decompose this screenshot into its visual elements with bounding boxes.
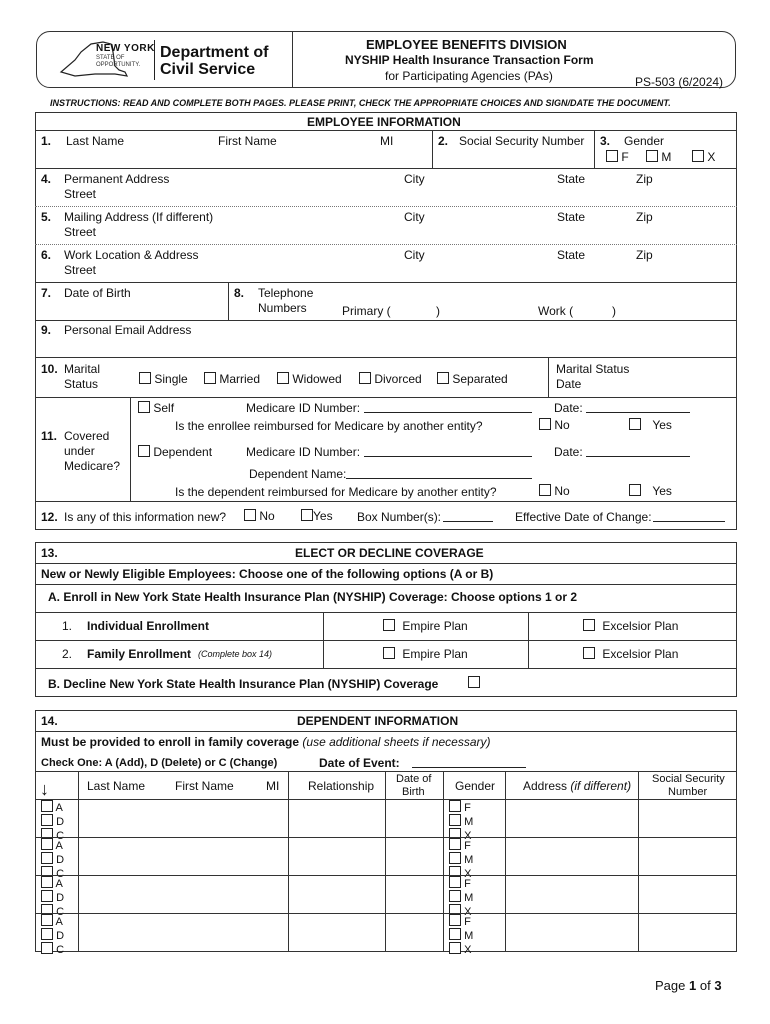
dependent-checkbox[interactable] [138, 445, 150, 457]
mailing-state-label: State [557, 210, 586, 224]
gender-label: Gender [624, 134, 665, 148]
row4-gender-f-checkbox[interactable] [449, 914, 461, 926]
individual-excelsior-checkbox[interactable] [583, 619, 595, 631]
mailing-city-label: City [404, 210, 425, 224]
individual-empire-label: Empire Plan [402, 619, 468, 633]
first-name-label: First Name [218, 134, 277, 148]
logo-state-name: NEW YORK [96, 43, 155, 54]
gender-x-label: X [707, 150, 716, 164]
employee-information-title: EMPLOYEE INFORMATION [307, 115, 461, 129]
box-numbers-label: Box Number(s): [357, 510, 442, 524]
gender-x-checkbox[interactable] [692, 150, 704, 162]
row1-gender-m-checkbox[interactable] [449, 814, 461, 826]
new-info-no-checkbox[interactable] [244, 509, 256, 521]
row1-gender-x-label: X [464, 830, 472, 842]
row1-gender-f-label: F [464, 802, 471, 814]
single-checkbox[interactable] [139, 372, 151, 384]
work-phone-paren: ) [612, 304, 616, 318]
mailing-zip-label: Zip [636, 210, 653, 224]
self-medicare-id-field[interactable] [364, 401, 532, 413]
col-dob-line2: Birth [402, 786, 425, 798]
coverage-title: ELECT OR DECLINE COVERAGE [295, 546, 484, 560]
col-gender: Gender [455, 779, 496, 793]
marital-status-date-label: Marital Status [556, 362, 630, 376]
row1-add-label: A [55, 802, 63, 814]
row1-gender-f-checkbox[interactable] [449, 800, 461, 812]
row2-gender-m-checkbox[interactable] [449, 852, 461, 864]
department-name-line1: Department of [160, 44, 269, 61]
marital-date-label: Date [556, 377, 582, 391]
single-label: Single [154, 372, 188, 386]
check-one-instructions: Check One: A (Add), D (Delete) or C (Change) [41, 757, 278, 769]
family-enrollment-label: Family Enrollment [87, 647, 192, 661]
option-1-number: 1. [62, 619, 73, 633]
enrollee-yes-label: Yes [652, 418, 672, 432]
field-3-number: 3. [600, 134, 611, 148]
page-of: of [699, 978, 711, 993]
form-title: NYSHIP Health Insurance Transaction Form [345, 53, 594, 67]
row4-gender-m-label: M [464, 930, 474, 942]
mi-label: MI [380, 134, 394, 148]
new-eligible-instructions: New or Newly Eligible Employees: Choose one of the following options (A or B) [41, 567, 494, 581]
check-arrow: ↓ [40, 779, 49, 799]
option-a-label: A. Enroll in New York State Health Insurance Plan (NYSHIP) Coverage: Choose options 1 or 2 [48, 590, 578, 604]
email-label: Personal Email Address [64, 323, 192, 337]
page-prefix: Page [655, 978, 686, 993]
col-relationship: Relationship [308, 779, 375, 793]
header-divider [292, 31, 293, 88]
field-12-number: 12. [41, 510, 58, 524]
row4-gender-x-checkbox[interactable] [449, 942, 461, 954]
row2-change-label: C [56, 868, 65, 880]
logo-tagline: STATE OF OPPORTUNITY. [96, 55, 141, 68]
row4-delete-label: D [56, 930, 65, 942]
primary-phone-paren: ) [436, 304, 440, 318]
dependent-name-label: Dependent Name: [249, 467, 347, 481]
new-info-yes-label: Yes [313, 509, 333, 523]
family-excelsior-checkbox[interactable] [583, 647, 595, 659]
primary-phone-label: Primary ( [342, 304, 391, 318]
dependent-medicare-id-field[interactable] [364, 445, 532, 457]
separated-label: Separated [452, 372, 508, 386]
row4-change-checkbox[interactable] [41, 942, 53, 954]
row3-gender-f-checkbox[interactable] [449, 876, 461, 888]
col-ssn-line2: Number [668, 786, 708, 798]
option-2-number: 2. [62, 647, 73, 661]
mailing-street-label: Street [64, 225, 97, 239]
under-label: under [64, 444, 95, 458]
date-of-event-label: Date of Event: [319, 756, 400, 770]
page-number [655, 978, 722, 993]
self-date-field[interactable] [586, 401, 690, 413]
field-11-number: 11. [41, 429, 58, 443]
row3-gender-m-checkbox[interactable] [449, 890, 461, 902]
family-coverage-requirement: Must be provided to enroll in family coverage [41, 735, 300, 749]
row2-gender-m-label: M [464, 854, 474, 866]
work-state-label: State [557, 248, 586, 262]
row2-gender-f-checkbox[interactable] [449, 838, 461, 850]
permanent-street-label: Street [64, 187, 97, 201]
gender-m-label: M [661, 150, 672, 164]
field-10-number: 10. [41, 362, 58, 376]
new-info-question: Is any of this information new? [64, 510, 227, 524]
field-1-number: 1. [41, 134, 52, 148]
permanent-city-label: City [404, 172, 425, 186]
field-6-number: 6. [41, 248, 52, 262]
individual-enrollment-label: Individual Enrollment [87, 619, 210, 633]
row2-gender-x-label: X [464, 868, 472, 880]
page-total: 3 [714, 978, 722, 993]
married-checkbox[interactable] [204, 372, 216, 384]
box-numbers-field[interactable] [443, 510, 493, 522]
gender-m-checkbox[interactable] [646, 150, 658, 162]
permanent-zip-label: Zip [636, 172, 653, 186]
row3-gender-m-label: M [464, 892, 474, 904]
division-title: EMPLOYEE BENEFITS DIVISION [366, 37, 567, 52]
additional-sheets-note: (use additional sheets if necessary) [302, 735, 491, 749]
col-dob-line1: Date of [396, 773, 432, 785]
widowed-label: Widowed [292, 372, 342, 386]
row3-change-label: C [56, 906, 65, 918]
row3-gender-f-label: F [464, 878, 471, 890]
family-enrollment-note: (Complete box 14) [198, 649, 273, 659]
enrollee-reimbursed-no-checkbox[interactable] [539, 418, 551, 430]
col-address-note: (if different) [570, 779, 632, 793]
row2-add-label: A [55, 840, 63, 852]
row2-add-checkbox[interactable] [41, 838, 53, 850]
self-date-label: Date: [554, 401, 583, 415]
row2-gender-f-label: F [464, 840, 471, 852]
col-address: Address [523, 779, 568, 793]
department-name-line2: Civil Service [160, 61, 256, 78]
ssn-label: Social Security Number [459, 134, 585, 148]
row1-gender-m-label: M [464, 816, 474, 828]
work-zip-label: Zip [636, 248, 653, 262]
field-4-number: 4. [41, 172, 52, 186]
dependent-information-title: DEPENDENT INFORMATION [297, 714, 459, 728]
dependent-reimbursed-question: Is the dependent reimbursed for Medicare by another entity? [175, 485, 497, 499]
status-label: Status [64, 377, 99, 391]
row4-gender-f-label: F [464, 916, 471, 928]
effective-date-field[interactable] [653, 510, 725, 522]
col-last-name: Last Name [87, 779, 146, 793]
gender-f-label: F [621, 150, 629, 164]
family-empire-label: Empire Plan [402, 647, 468, 661]
row3-gender-x-label: X [464, 906, 472, 918]
field-9-number: 9. [41, 323, 52, 337]
marital-label: Marital [64, 362, 101, 376]
section-13-number: 13. [41, 546, 58, 560]
new-info-yes-checkbox[interactable] [301, 509, 313, 521]
enrollee-reimbursed-yes-checkbox[interactable] [629, 418, 641, 430]
instructions: INSTRUCTIONS: READ AND COMPLETE BOTH PAGES. PLEASE PRINT, CHECK THE APPROPRIATE CHOICES AND SIGN/DATE THE DOCUMENT. [50, 98, 671, 108]
last-name-label: Last Name [66, 134, 125, 148]
divorced-checkbox[interactable] [359, 372, 371, 384]
work-phone-label: Work ( [538, 304, 574, 318]
widowed-checkbox[interactable] [277, 372, 289, 384]
row4-change-label: C [56, 944, 65, 956]
row4-gender-m-checkbox[interactable] [449, 928, 461, 940]
row1-delete-checkbox[interactable] [41, 814, 53, 826]
page-current: 1 [689, 978, 697, 993]
enrollee-reimbursed-question: Is the enrollee reimbursed for Medicare by another entity? [175, 419, 483, 433]
row1-change-label: C [56, 830, 65, 842]
row3-add-label: A [55, 878, 63, 890]
permanent-address-label: Permanent Address [64, 172, 170, 186]
row2-delete-label: D [56, 854, 65, 866]
enrollee-no-label: No [554, 418, 570, 432]
gender-f-checkbox[interactable] [606, 150, 618, 162]
decline-coverage-checkbox[interactable] [468, 676, 480, 688]
row1-add-checkbox[interactable] [41, 800, 53, 812]
individual-empire-checkbox[interactable] [383, 619, 395, 631]
row3-delete-checkbox[interactable] [41, 890, 53, 902]
effective-date-label: Effective Date of Change: [515, 510, 652, 524]
dependent-name-field[interactable] [346, 467, 532, 479]
family-excelsior-label: Excelsior Plan [602, 647, 679, 661]
field-8-number: 8. [234, 286, 245, 300]
logo-divider [154, 40, 155, 80]
col-first-name: First Name [175, 779, 234, 793]
dependent-no-label: No [554, 484, 570, 498]
option-b-label: B. Decline New York State Health Insurance Plan (NYSHIP) Coverage [48, 677, 439, 691]
field-5-number: 5. [41, 210, 52, 224]
row4-add-label: A [55, 916, 63, 928]
permanent-state-label: State [557, 172, 586, 186]
row4-gender-x-label: X [464, 944, 472, 956]
row1-delete-label: D [56, 816, 65, 828]
covered-label: Covered [64, 429, 110, 443]
dependent-reimbursed-no-checkbox[interactable] [539, 484, 551, 496]
numbers-label: Numbers [258, 301, 307, 315]
row3-delete-label: D [56, 892, 65, 904]
work-street-label: Street [64, 263, 97, 277]
row2-delete-checkbox[interactable] [41, 852, 53, 864]
form-number: PS-503 (6/2024) [635, 75, 724, 89]
row4-delete-checkbox[interactable] [41, 928, 53, 940]
self-medicare-id-label: Medicare ID Number: [246, 401, 361, 415]
family-empire-checkbox[interactable] [383, 647, 395, 659]
work-address-label: Work Location & Address [64, 248, 199, 262]
row4-add-checkbox[interactable] [41, 914, 53, 926]
self-label: Self [153, 401, 175, 415]
field-2-number: 2. [438, 134, 449, 148]
date-of-event-field[interactable] [412, 756, 526, 768]
dependent-date-field[interactable] [586, 445, 690, 457]
dob-label: Date of Birth [64, 286, 131, 300]
divorced-label: Divorced [374, 372, 422, 386]
dependent-label: Dependent [153, 445, 213, 459]
individual-excelsior-label: Excelsior Plan [602, 619, 679, 633]
dependent-date-label: Date: [554, 445, 583, 459]
col-mi: MI [266, 779, 280, 793]
married-label: Married [219, 372, 261, 386]
separated-checkbox[interactable] [437, 372, 449, 384]
self-checkbox[interactable] [138, 401, 150, 413]
mailing-address-label: Mailing Address (If different) [64, 210, 214, 224]
col-ssn-line1: Social Security [652, 773, 725, 785]
row3-add-checkbox[interactable] [41, 876, 53, 888]
new-info-no-label: No [259, 509, 275, 523]
telephone-label: Telephone [258, 286, 314, 300]
work-city-label: City [404, 248, 425, 262]
dependent-yes-label: Yes [652, 484, 672, 498]
dependent-medicare-id-label: Medicare ID Number: [246, 445, 361, 459]
dependent-reimbursed-yes-checkbox[interactable] [629, 484, 641, 496]
field-7-number: 7. [41, 286, 52, 300]
form-subtitle: for Participating Agencies (PAs) [385, 69, 553, 83]
section-14-number: 14. [41, 714, 58, 728]
medicare-label: Medicare? [64, 459, 121, 473]
